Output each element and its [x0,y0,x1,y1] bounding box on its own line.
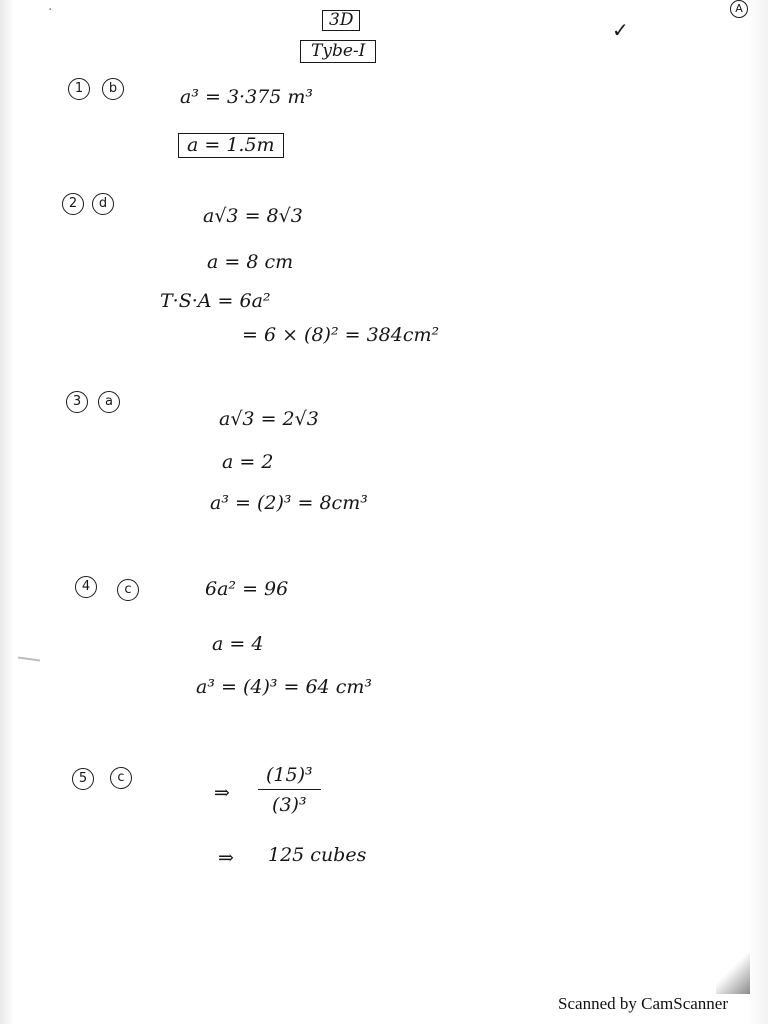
q4-line-2: a = 4 [212,633,264,655]
q5-arrow-1: ⇒ [214,782,230,804]
q5-fraction [258,764,321,816]
q5-result: 125 cubes [268,844,367,866]
q3-line-3: a³ = (2)³ = 8cm³ [210,492,368,514]
answer-option-1: b [102,78,124,100]
question-number-2: 2 [62,193,84,215]
scan-speck: · [48,2,53,18]
q1-answer-box: a = 1.5m [178,133,284,158]
q5-denominator: (3)³ [272,794,307,816]
q5-arrow-2: ⇒ [218,847,234,869]
question-number-5: 5 [72,768,94,790]
q5-numerator: (15)³ [258,764,321,790]
check-mark: ✓ [612,18,629,42]
q2-line-3: T·S·A = 6a² [160,290,271,312]
question-number-4: 4 [75,576,97,598]
scan-corner-shadow [716,954,750,994]
q3-line-2: a = 2 [222,451,274,473]
page-title: 3D [322,10,360,31]
scan-edge-left [0,0,14,1024]
q3-line-1: a√3 = 2√3 [219,408,319,430]
answer-option-4: c [117,579,139,601]
q2-line-1: a√3 = 8√3 [203,205,303,227]
scanner-watermark: Scanned by CamScanner [558,994,728,1013]
answer-option-5: c [110,767,132,789]
q1-line-1: a³ = 3·375 m³ [180,86,314,108]
q2-line-2: a = 8 cm [207,251,294,273]
q2-line-4: = 6 × (8)² = 384cm² [242,324,440,346]
page-number-mark: A [730,0,748,18]
answer-option-3: a [98,391,120,413]
answer-option-2: d [92,193,114,215]
question-number-3: 3 [66,391,88,413]
scan-mark [18,656,40,661]
page-subtitle: Tybe-I [300,40,376,63]
q4-line-3: a³ = (4)³ = 64 cm³ [196,676,372,698]
question-number-1: 1 [68,78,90,100]
scan-edge-right [748,0,768,1024]
q4-line-1: 6a² = 96 [205,578,289,600]
